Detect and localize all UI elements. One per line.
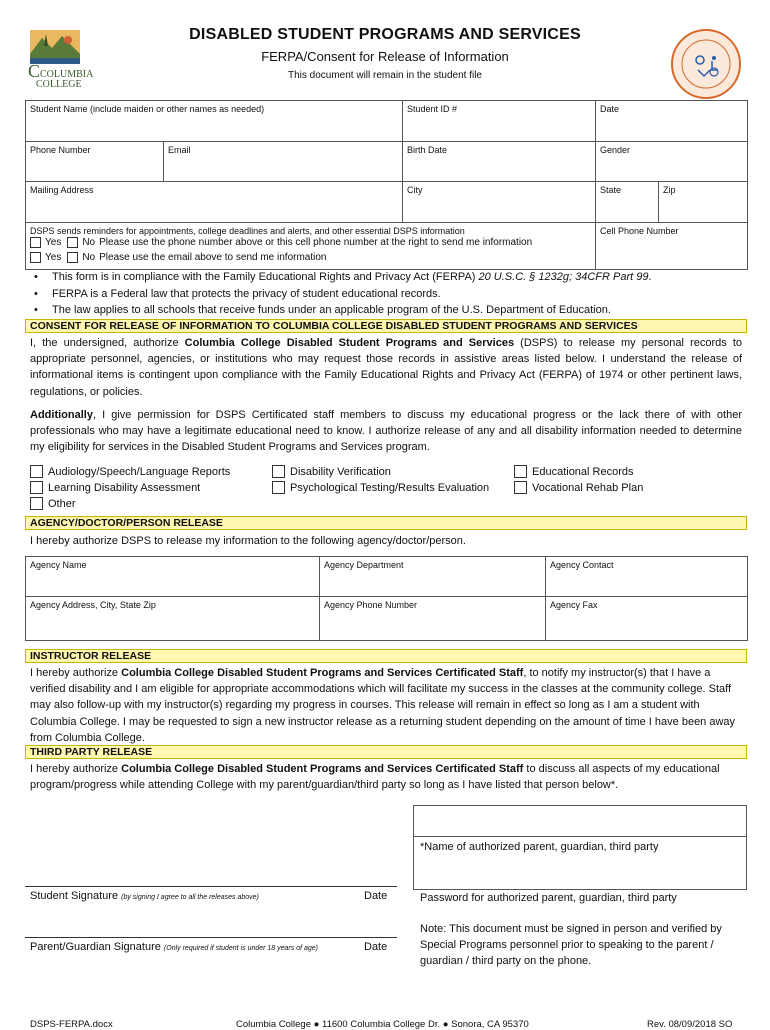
password-label: Password for authorized parent, guardian, third party <box>420 892 677 904</box>
other-option[interactable]: Other <box>30 497 76 510</box>
dsps-seal-icon <box>670 28 742 100</box>
cell-phone-field[interactable]: Cell Phone Number <box>596 223 748 270</box>
vocational-rehab-checkbox[interactable] <box>514 481 527 494</box>
verification-note: Note: This document must be signed in person and verified by Special Programs personnel prior to speaking to the parent / guardian / third party on the phone. <box>420 923 722 967</box>
psych-testing-checkbox[interactable] <box>272 481 285 494</box>
parent-signature-date: Date <box>364 941 388 953</box>
college-logo-wordmark: CCOLUMBIA COLLEGE <box>28 61 94 90</box>
educational-records-option[interactable]: Educational Records <box>514 465 634 478</box>
page-subtitle: FERPA/Consent for Release of Information <box>261 49 509 64</box>
bullet-item: • The law applies to all schools that receive funds under an applicable program of the U.S. Department of Education. <box>34 304 611 316</box>
agency-fax-field[interactable]: Agency Fax <box>546 597 748 641</box>
audiology-option[interactable]: Audiology/Speech/Language Reports <box>30 465 230 478</box>
audiology-checkbox[interactable] <box>30 465 43 478</box>
instructor-paragraph: I hereby authorize Columbia College Disabled Student Programs and Services Certificated Staff, to notify my instructor(s) that I have a verified disability and I am eligible for appropriate accommodations which will facilitate my success in the classes at the community college. Staff may also follow-up with my instructor(s) regarding my progress in courses. This release will remain in effect so long as I am a student with Columbia College. I may be requested to sign a new instructor release as a returning student depending on the amount of time I have been away from Columbia College. <box>30 667 736 744</box>
parent-signature-line[interactable] <box>25 937 397 938</box>
learning-disability-checkbox[interactable] <box>30 481 43 494</box>
footer-address: Columbia College ● 11600 Columbia College Dr. ● Sonora, CA 95370 <box>236 1019 529 1030</box>
city-field[interactable]: City <box>403 182 596 223</box>
third-party-password-field[interactable] <box>413 837 747 890</box>
psych-testing-option[interactable]: Psychological Testing/Results Evaluation <box>272 481 489 494</box>
state-field[interactable]: State <box>596 182 659 223</box>
student-signature-label: Student Signature (by signing I agree to all the releases above) <box>30 890 259 902</box>
bullet-item: • FERPA is a Federal law that protects the privacy of student educational records. <box>34 287 441 300</box>
zip-field[interactable]: Zip <box>659 182 748 223</box>
reminder-email-option: Yes No Please use the email above to send me information <box>30 252 326 263</box>
no-email-checkbox[interactable] <box>67 252 78 263</box>
phone-field[interactable]: Phone Number <box>26 142 164 182</box>
yes-phone-checkbox[interactable] <box>30 237 41 248</box>
bullet-item: • This form is in compliance with the Family Educational Rights and Privacy Act (FERPA) 20 U.S.C. § 1232g; 34CFR Part 99. <box>34 271 652 283</box>
email-field[interactable]: Email <box>164 142 403 182</box>
agency-phone-field[interactable]: Agency Phone Number <box>320 597 546 641</box>
agency-intro: I hereby authorize DSPS to release my information to the following agency/doctor/person. <box>30 535 466 547</box>
date-field[interactable]: Date <box>596 101 748 142</box>
disability-verification-option[interactable]: Disability Verification <box>272 465 391 478</box>
no-phone-checkbox[interactable] <box>67 237 78 248</box>
yes-email-checkbox[interactable] <box>30 252 41 263</box>
file-note: This document will remain in the student file <box>288 70 482 81</box>
third-party-name-label: *Name of authorized parent, guardian, third party <box>420 841 659 853</box>
reminders-cell: DSPS sends reminders for appointments, college deadlines and alerts, and other essential DSPS information <box>26 223 596 270</box>
third-party-heading: THIRD PARTY RELEASE <box>25 745 747 759</box>
ferpa-bullets <box>34 269 744 319</box>
footer-revision: Rev. 08/09/2018 SO <box>647 1019 733 1030</box>
agency-address-field[interactable]: Agency Address, City, State Zip <box>26 597 320 641</box>
footer-filename: DSPS-FERPA.docx <box>30 1019 113 1030</box>
mailing-address-field[interactable]: Mailing Address <box>26 182 403 223</box>
additional-paragraph: Additionally, I give permission for DSPS Certificated staff members to discuss my educational progress or the lack there of with other professionals who may have a legitimate educational need to know. I authorize release of any and all disability information needed to determine my eligibility for services in the Disabled Student Programs and Services program. <box>30 409 742 454</box>
consent-paragraph: I, the undersigned, authorize Columbia College Disabled Student Programs and Services (DSPS) to release my personal records to appropriate personnel, agencies, or institutions who may request those records in assistive areas listed below. I understand the release of informational items is contingent upon compliance with the Family Educational Rights and Privacy Act (FERPA) of 1974 or other pertinent laws, regulations, or policies. <box>30 337 743 398</box>
student-signature-line[interactable] <box>25 886 397 887</box>
consent-heading: CONSENT FOR RELEASE OF INFORMATION TO COLUMBIA COLLEGE DISABLED STUDENT PROGRAMS AND SERVICES <box>25 319 747 333</box>
student-name-field[interactable]: Student Name (include maiden or other names as needed) <box>26 101 403 142</box>
agency-department-field[interactable]: Agency Department <box>320 557 546 597</box>
third-party-paragraph: I hereby authorize Columbia College Disabled Student Programs and Services Certificated Staff to discuss all aspects of my educational program/progress while attending College with my parent/guardian/third party so long as I have listed that person below*. <box>30 763 720 792</box>
learning-disability-option[interactable]: Learning Disability Assessment <box>30 481 200 494</box>
reminder-phone-option: Yes No Please use the phone number above or this cell phone number at the right to send me information <box>30 237 532 248</box>
vocational-rehab-option[interactable]: Vocational Rehab Plan <box>514 481 643 494</box>
student-signature-date: Date <box>364 890 388 902</box>
agency-table <box>25 556 748 641</box>
instructor-heading: INSTRUCTOR RELEASE <box>25 649 747 663</box>
third-party-name-field[interactable] <box>413 805 747 837</box>
page-header <box>0 0 770 100</box>
disability-verification-checkbox[interactable] <box>272 465 285 478</box>
agency-contact-field[interactable]: Agency Contact <box>546 557 748 597</box>
student-id-field[interactable]: Student ID # <box>403 101 596 142</box>
parent-signature-label: Parent/Guardian Signature (Only required if student is under 18 years of age) <box>30 941 319 953</box>
gender-field[interactable]: Gender <box>596 142 748 182</box>
other-checkbox[interactable] <box>30 497 43 510</box>
birth-date-field[interactable]: Birth Date <box>403 142 596 182</box>
agency-name-field[interactable]: Agency Name <box>26 557 320 597</box>
educational-records-checkbox[interactable] <box>514 465 527 478</box>
agency-heading: AGENCY/DOCTOR/PERSON RELEASE <box>25 516 747 530</box>
page-title: DISABLED STUDENT PROGRAMS AND SERVICES <box>189 26 581 43</box>
